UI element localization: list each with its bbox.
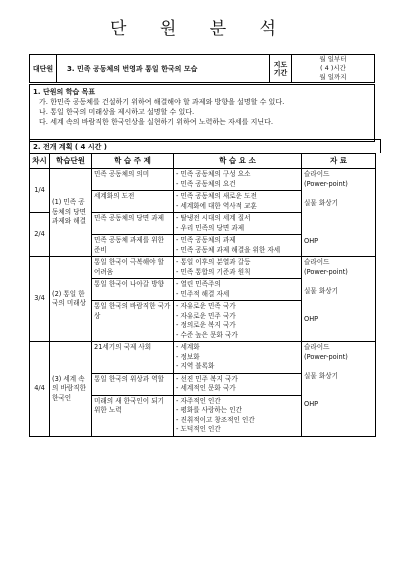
goal-item: 다. 세계 속의 바람직한 한국인상을 실현하기 위하여 노력하는 자세를 지닌다. — [39, 118, 274, 126]
col-unit: 학습단원 — [50, 154, 92, 169]
session-cell: 3/4 — [30, 257, 50, 342]
col-elements: 학 습 요 소 — [174, 154, 302, 169]
elements-cell: - 선진 민주 복지 국가 - 세계적인 문화 국가 — [174, 373, 302, 395]
unit-header-table — [29, 54, 375, 83]
unit-name: 3. 민족 공동체의 번영과 통일 한국의 모습 — [57, 55, 270, 83]
lesson-plan-table — [29, 153, 376, 437]
goals-heading: 1. 단원의 학습 목표 — [33, 88, 96, 96]
col-topic: 학 습 주 제 — [92, 154, 174, 169]
unit-cell: (2) 통일 한국의 미래상 — [50, 257, 92, 342]
guide-period-label: 지도 기간 — [270, 55, 292, 83]
elements-cell: - 자주적인 인간 - 평화를 사랑하는 인간 - 진취적이고 창조적인 인간 - 도덕적인 인간 — [174, 395, 302, 436]
session-cell: 1/4 — [30, 169, 50, 213]
elements-cell: - 통일 이후의 분열과 갈등 - 민족 통합의 기준과 원칙 — [174, 257, 302, 279]
plan-header-row — [30, 154, 376, 169]
topic-cell: 민족 공동체의 당면 과제 — [92, 213, 174, 235]
topic-cell: 민족 공동체의 의미 — [92, 169, 174, 191]
page-title: 단 원 분 석 — [110, 19, 290, 39]
topic-cell: 통일 한국의 바람직한 국가상 — [92, 301, 174, 342]
elements-cell: - 자유로운 민족 국가 - 자유로운 민주 국가 - 정의로운 복지 국가 - 수준 높은 문화 국가 — [174, 301, 302, 342]
topic-cell: 세계화의 도전 — [92, 191, 174, 213]
unit-cell: (3) 세계 속의 바람직한 한국인 — [50, 342, 92, 437]
topic-cell: 통일 한국이 나아갈 방향 — [92, 279, 174, 301]
elements-cell: - 민족 공동체의 새로운 도전 - 세계화에 대한 역사적 교훈 — [174, 191, 302, 213]
col-materials: 자 료 — [302, 154, 376, 169]
table-row — [30, 342, 376, 374]
table-row — [30, 169, 376, 191]
topic-cell: 민족 공동체 과제를 위한 준비 — [92, 235, 174, 257]
session-cell: 2/4 — [30, 213, 50, 257]
materials-cell: 슬라이드 (Power-point) 실물 화상기 OHP — [302, 169, 376, 257]
elements-cell: - 민족 공동체의 구성 요소 - 민족 공동체의 요건 — [174, 169, 302, 191]
topic-cell: 21세기의 국제 사회 — [92, 342, 174, 374]
elements-cell: - 세계화 - 정보화 - 지역 블록화 — [174, 342, 302, 374]
unit-cell: (1) 민족 공동체의 당면 과제와 해결 — [50, 169, 92, 257]
topic-cell: 미래의 새 한국인이 되기 위한 노력 — [92, 395, 174, 436]
session-cell: 4/4 — [30, 342, 50, 437]
elements-cell: - 열린 민족주의 - 민주적 해결 자세 — [174, 279, 302, 301]
goal-item: 나. 통일 한국의 미래상을 제시하고 설명할 수 있다. — [39, 108, 195, 116]
elements-cell: - 민족 공동체의 과제 - 민족 공동체 과제 해결을 위한 자세 — [174, 235, 302, 257]
table-row — [30, 257, 376, 279]
plan-heading: 2. 전개 계획 ( 4 시간 ) — [29, 139, 381, 153]
goal-item: 가. 한민족 공동체를 건설하기 위하여 해결해야 할 과제와 방향을 설명할 수 있다. — [39, 98, 285, 106]
topic-cell: 통일 한국의 위상과 역할 — [92, 373, 174, 395]
topic-cell: 통일 한국이 극복해야 할 어려움 — [92, 257, 174, 279]
col-session: 차시 — [30, 154, 50, 169]
learning-goals — [29, 84, 375, 142]
guide-period-value: 월 일부터 ( 4 )시간 월 일까지 — [292, 55, 375, 83]
elements-cell: - 탈냉전 시대의 세계 질서 - 우리 민족의 당면 과제 — [174, 213, 302, 235]
unit-label: 대단원 — [30, 55, 57, 83]
materials-cell: 슬라이드 (Power-point) 실물 화상기 OHP — [302, 257, 376, 342]
materials-cell: 슬라이드 (Power-point) 실물 화상기 OHP — [302, 342, 376, 437]
